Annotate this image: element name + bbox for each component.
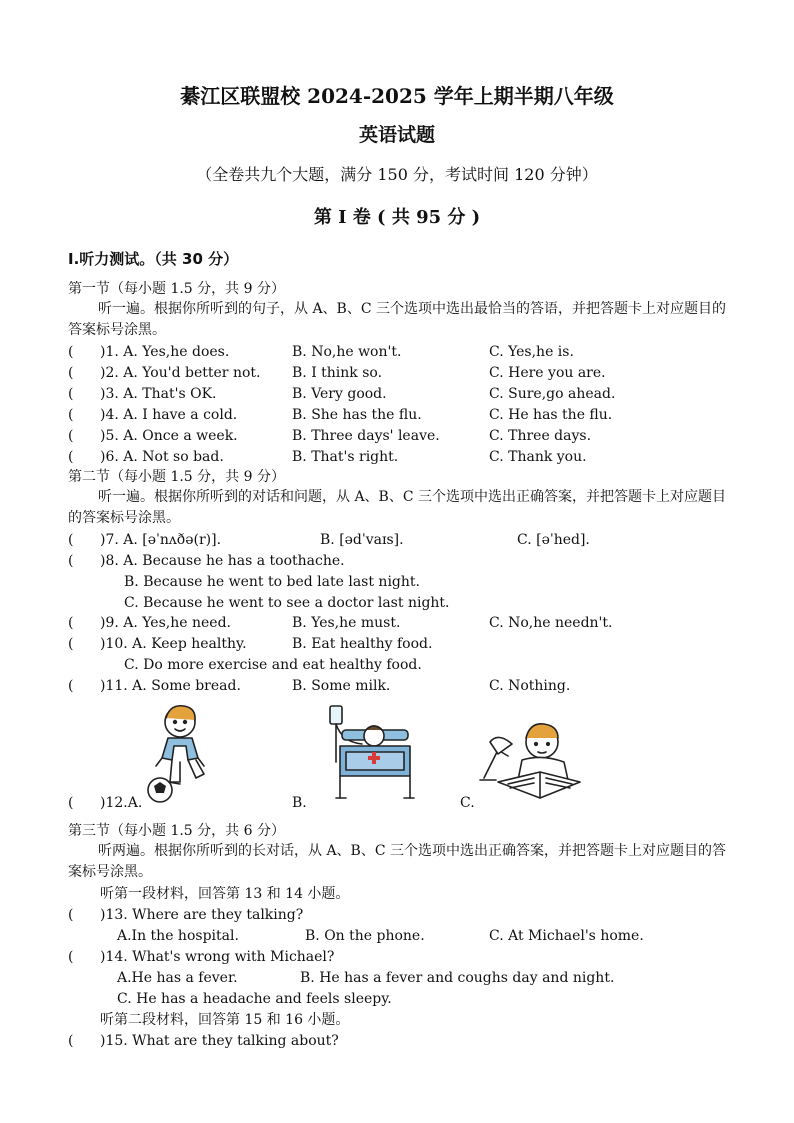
question-7-option-c: C. [əˈhed]. — [517, 532, 590, 548]
question-12-option-c: C. — [460, 795, 475, 811]
answer-bracket: ( — [68, 553, 74, 569]
exam-title: 綦江区联盟校 2024-2025 学年上期半期八年级 — [180, 84, 614, 108]
question-11-option-c: C. Nothing. — [489, 678, 571, 694]
question-4-option-a: )4. A. I have a cold. — [100, 407, 238, 423]
question-5-option-b: B. Three days' leave. — [292, 428, 440, 444]
question-5-option-a: )5. A. Once a week. — [100, 428, 238, 444]
answer-bracket: ( — [68, 344, 74, 360]
part1-title: Ⅰ.听力测试。（共 30 分） — [68, 250, 239, 268]
answer-bracket: ( — [68, 1033, 74, 1049]
sec2-head: 第二节（每小题 1.5 分，共 9 分） — [68, 469, 285, 485]
answer-bracket: ( — [68, 907, 74, 923]
question-8-option-c: C. Because he went to see a doctor last night. — [124, 595, 450, 611]
question-14-option-b: B. He has a fever and coughs day and night. — [300, 970, 615, 986]
answer-bracket: ( — [68, 615, 74, 631]
question-11-option-a: )11. A. Some bread. — [100, 678, 241, 694]
question-11-option-b: B. Some milk. — [292, 678, 391, 694]
question-12-option-b: B. — [292, 795, 307, 811]
sick-child-in-hospital-bed-icon — [318, 702, 418, 804]
answer-bracket: ( — [68, 636, 74, 652]
question-6-option-b: B. That's right. — [292, 449, 399, 465]
answer-bracket: ( — [68, 795, 74, 811]
question-2-option-c: C. Here you are. — [489, 365, 606, 381]
question-4-option-c: C. He has the flu. — [489, 407, 613, 423]
answer-bracket: ( — [68, 949, 74, 965]
question-7-option-b: B. [ədˈvaɪs]. — [320, 532, 404, 548]
answer-bracket: ( — [68, 428, 74, 444]
question-9-option-a: )9. A. Yes,he need. — [100, 615, 231, 631]
sec1-head: 第一节（每小题 1.5 分，共 9 分） — [68, 281, 285, 297]
question-10-option-a: )10. A. Keep healthy. — [100, 636, 247, 652]
exam-subject: 英语试题 — [358, 124, 435, 146]
question-3-option-c: C. Sure,go ahead. — [489, 386, 616, 402]
answer-bracket: ( — [68, 386, 74, 402]
question-6-option-c: C. Thank you. — [489, 449, 587, 465]
question-1-option-c: C. Yes,he is. — [489, 344, 574, 360]
sec2-instructions: 听一遍。根据你所听到的对话和问题，从 A、B、C 三个选项中选出正确答案，并把答题卡上对应题目的答案标号涂黑。 — [68, 489, 727, 526]
answer-bracket: ( — [68, 407, 74, 423]
question-12-option-a: )12.A. — [100, 795, 143, 811]
question-3-option-b: B. Very good. — [292, 386, 387, 402]
question-13-stem: )13. Where are they talking? — [100, 907, 304, 923]
exam-info: （全卷共九个大题，满分 150 分，考试时间 120 分钟） — [196, 165, 598, 184]
answer-bracket: ( — [68, 365, 74, 381]
question-10-option-b: B. Eat healthy food. — [292, 636, 433, 652]
question-1-option-a: )1. A. Yes,he does. — [100, 344, 230, 360]
question-2-option-b: B. I think so. — [292, 365, 383, 381]
question-8-option-b: B. Because he went to bed late last night. — [124, 574, 420, 590]
question-4-option-b: B. She has the flu. — [292, 407, 422, 423]
question-14-option-a: A.He has a fever. — [117, 970, 238, 986]
sec3-head: 第三节（每小题 1.5 分，共 6 分） — [68, 823, 285, 839]
question-14-option-c: C. He has a headache and feels sleepy. — [117, 991, 392, 1007]
question-2-option-a: )2. A. You'd better not. — [100, 365, 261, 381]
sec1-instructions: 听一遍。根据你所听到的句子，从 A、B、C 三个选项中选出最恰当的答语，并把答题卡上对应题目的答案标号涂黑。 — [68, 301, 727, 338]
answer-bracket: ( — [68, 449, 74, 465]
question-9-option-b: B. Yes,he must. — [292, 615, 401, 631]
question-10-option-c: C. Do more exercise and eat healthy food. — [124, 657, 422, 673]
question-13-option-b: B. On the phone. — [305, 928, 425, 944]
material-1-note: 听第一段材料，回答第 13 和 14 小题。 — [100, 886, 350, 902]
question-1-option-b: B. No,he won't. — [292, 344, 402, 360]
boy-reading-book-icon — [478, 708, 582, 804]
question-7-option-a: )7. A. [əˈnʌðə(r)]. — [100, 532, 222, 548]
question-14-stem: )14. What's wrong with Michael? — [100, 949, 335, 965]
answer-bracket: ( — [68, 678, 74, 694]
question-8-option-a: )8. A. Because he has a toothache. — [100, 553, 345, 569]
question-5-option-c: C. Three days. — [489, 428, 592, 444]
question-15-stem: )15. What are they talking about? — [100, 1033, 339, 1049]
question-9-option-c: C. No,he needn't. — [489, 615, 613, 631]
question-3-option-a: )3. A. That's OK. — [100, 386, 217, 402]
material-2-note: 听第二段材料，回答第 15 和 16 小题。 — [100, 1012, 350, 1028]
volume-title: 第 I 卷 ( 共 95 分 ) — [313, 207, 481, 228]
boy-playing-football-icon — [140, 700, 230, 805]
question-6-option-a: )6. A. Not so bad. — [100, 449, 224, 465]
sec3-instructions: 听两遍。根据你所听到的长对话，从 A、B、C 三个选项中选出正确答案，并把答题卡上对应题目的答案标号涂黑。 — [68, 843, 727, 880]
answer-bracket: ( — [68, 532, 74, 548]
question-13-option-c: C. At Michael's home. — [489, 928, 644, 944]
question-13-option-a: A.In the hospital. — [117, 928, 239, 944]
